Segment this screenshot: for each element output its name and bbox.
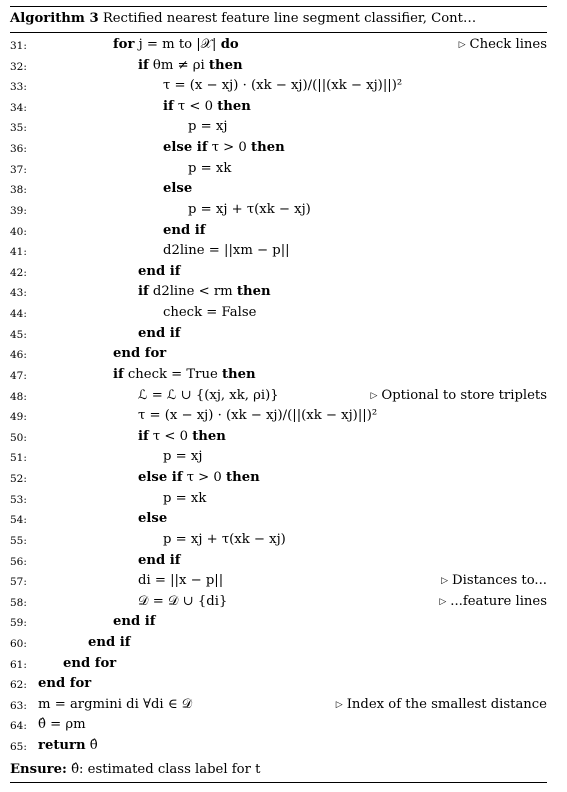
- line-number: 56:: [10, 555, 27, 568]
- line-code: 𝒟 = 𝒟 ∪ {di}: [138, 593, 228, 609]
- line-number: 36:: [10, 143, 27, 156]
- line-number: 35:: [10, 122, 27, 135]
- line-number: 34:: [10, 101, 27, 114]
- line-comment: [439, 594, 547, 609]
- ensure-line: [10, 762, 260, 777]
- comment-triangle-icon: ▷: [458, 40, 466, 50]
- bottom-rule: [10, 782, 547, 783]
- line-number: 60:: [10, 637, 27, 650]
- algorithm-line: [10, 635, 547, 655]
- line-number: 40:: [10, 225, 27, 238]
- line-code: p = xj + τ(xk − xj): [163, 531, 286, 547]
- algorithm-line: [10, 346, 547, 366]
- line-comment: [441, 573, 547, 588]
- line-number: 63:: [10, 699, 27, 712]
- line-code: return θ̂: [38, 738, 98, 754]
- algorithm-line: [10, 429, 547, 449]
- algorithm-line: [10, 697, 547, 717]
- algorithm-line: [10, 470, 547, 490]
- line-number: 58:: [10, 596, 27, 609]
- line-code: end for: [38, 676, 92, 692]
- line-code: end if: [138, 325, 181, 341]
- algorithm-line: [10, 243, 547, 263]
- line-code: di = ||x − p||: [138, 573, 224, 589]
- comment-text: Index of the smallest distance: [346, 696, 547, 712]
- algorithm-line: [10, 223, 547, 243]
- line-number: 54:: [10, 514, 27, 527]
- line-code: p = xk: [163, 490, 207, 506]
- line-code: p = xj: [163, 449, 203, 465]
- algorithm-line: [10, 532, 547, 552]
- line-code: m = argmini di ∀di ∈ 𝒟: [38, 696, 193, 712]
- algorithm-line: [10, 37, 547, 57]
- comment-text: ...feature lines: [450, 593, 547, 609]
- algorithm-line: [10, 553, 547, 573]
- line-number: 41:: [10, 246, 27, 259]
- line-code: check = False: [163, 305, 257, 321]
- line-code: d2line = ||xm − p||: [163, 243, 290, 259]
- line-code: ℒ = ℒ ∪ {(xj, xk, ρi)}: [138, 387, 279, 403]
- line-code: end if: [88, 634, 131, 650]
- line-number: 46:: [10, 349, 27, 362]
- line-code: p = xj + τ(xk − xj): [188, 201, 311, 217]
- algorithm-line: [10, 140, 547, 160]
- line-number: 31:: [10, 40, 27, 52]
- algorithm-line: [10, 99, 547, 119]
- ensure-label: Ensure:: [10, 762, 67, 777]
- line-number: 44:: [10, 308, 27, 321]
- line-code: end if: [138, 263, 181, 279]
- algorithm-line: [10, 656, 547, 676]
- algorithm-line: [10, 264, 547, 284]
- line-number: 50:: [10, 431, 27, 444]
- line-code: if τ < 0 then: [163, 98, 251, 114]
- algorithm-label: Algorithm 3: [10, 11, 99, 26]
- line-code: end for: [113, 346, 167, 362]
- comment-text: Distances to...: [452, 573, 547, 589]
- algorithm-line: [10, 676, 547, 696]
- line-code: θ̂ = ρm: [38, 717, 86, 733]
- line-code: else: [163, 181, 193, 197]
- algorithm-line: [10, 573, 547, 593]
- line-number: 39:: [10, 204, 27, 217]
- comment-triangle-icon: ▷: [335, 699, 343, 710]
- algorithm-header: [10, 11, 476, 26]
- line-code: if check = True then: [113, 366, 256, 382]
- line-code: if θm ≠ ρi then: [138, 57, 243, 73]
- algorithm-line: [10, 78, 547, 98]
- algorithm-line: [10, 161, 547, 181]
- line-code: τ = (x − xj) · (xk − xj)/(||(xk − xj)||)²: [163, 78, 403, 94]
- line-number: 43:: [10, 287, 27, 300]
- algorithm-line: [10, 594, 547, 614]
- algorithm-line: [10, 717, 547, 737]
- algorithm-line: [10, 491, 547, 511]
- algorithm-line: [10, 305, 547, 325]
- line-number: 32:: [10, 60, 27, 73]
- line-number: 49:: [10, 411, 27, 424]
- line-number: 33:: [10, 81, 27, 94]
- ensure-text: θ̂: estimated class label for t: [71, 762, 261, 777]
- algorithm-line: [10, 511, 547, 531]
- line-code: end if: [138, 552, 181, 568]
- line-code: τ = (x − xj) · (xk − xj)/(||(xk − xj)||)²: [138, 408, 378, 424]
- line-number: 37:: [10, 163, 27, 176]
- line-code: end if: [163, 222, 206, 238]
- algorithm-line: [10, 58, 547, 78]
- algorithm-line: [10, 614, 547, 634]
- line-code: p = xj: [188, 119, 228, 135]
- comment-text: Check lines: [469, 37, 547, 52]
- comment-triangle-icon: ▷: [439, 596, 447, 607]
- line-number: 65:: [10, 741, 27, 754]
- algorithm-line: [10, 284, 547, 304]
- algorithm-line: [10, 388, 547, 408]
- algorithm-line: [10, 326, 547, 346]
- line-comment: [336, 697, 547, 712]
- line-code: if τ < 0 then: [138, 428, 226, 444]
- line-comment: [459, 37, 547, 52]
- comment-triangle-icon: ▷: [370, 390, 378, 401]
- line-code: else if τ > 0 then: [138, 470, 260, 486]
- algorithm-line: [10, 367, 547, 387]
- line-code: else if τ > 0 then: [163, 140, 285, 156]
- algorithm-title: Rectified nearest feature line segment classifier, Cont…: [102, 11, 477, 26]
- algorithm-line: [10, 181, 547, 201]
- line-number: 62:: [10, 679, 27, 692]
- line-number: 55:: [10, 534, 27, 547]
- algorithm-line: [10, 408, 547, 428]
- line-code: else: [138, 511, 168, 527]
- line-number: 52:: [10, 473, 27, 486]
- line-number: 57:: [10, 576, 27, 589]
- line-code: for j = m to |𝒳| do: [113, 37, 239, 52]
- algorithm-line: [10, 202, 547, 222]
- line-number: 48:: [10, 390, 27, 403]
- algorithm-line: [10, 119, 547, 139]
- line-number: 61:: [10, 658, 27, 671]
- line-code: end if: [113, 614, 156, 630]
- line-number: 38:: [10, 184, 27, 197]
- line-code: if d2line < rm then: [138, 284, 271, 300]
- line-comment: [371, 388, 548, 403]
- line-number: 45:: [10, 328, 27, 341]
- comment-triangle-icon: ▷: [441, 576, 449, 587]
- line-number: 53:: [10, 493, 27, 506]
- top-rule: [10, 6, 547, 7]
- line-number: 51:: [10, 452, 27, 465]
- header-rule: [10, 32, 547, 33]
- comment-text: Optional to store triplets: [381, 387, 547, 403]
- line-number: 47:: [10, 369, 27, 382]
- line-number: 59:: [10, 617, 27, 630]
- line-number: 42:: [10, 266, 27, 279]
- algorithm-line: [10, 449, 547, 469]
- line-code: end for: [63, 655, 117, 671]
- line-number: 64:: [10, 720, 27, 733]
- line-code: p = xk: [188, 160, 232, 176]
- algorithm-line: [10, 738, 547, 758]
